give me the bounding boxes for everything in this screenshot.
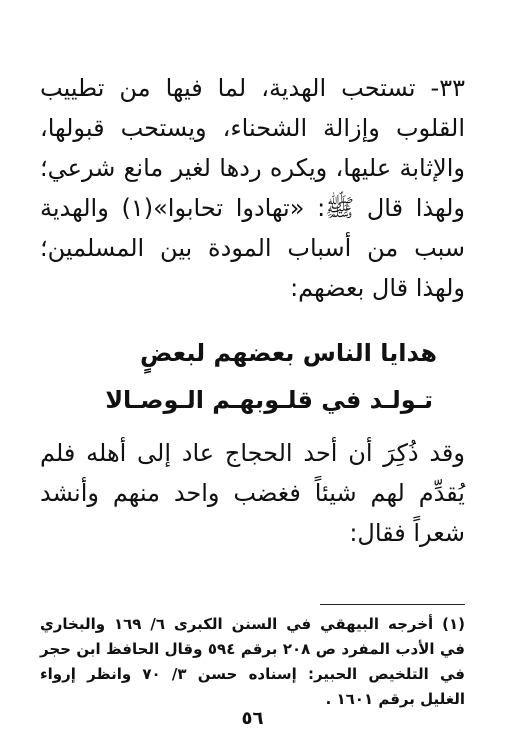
footnote-divider (320, 604, 465, 605)
footnotes-block (40, 612, 465, 712)
story-paragraph: وقد ذُكِرَ أن أحد الحجاج عاد إلى أهله فلم يُقدِّم لهم شيئاً فغضب واحد منهم وأنشد شعراً فقال: (40, 439, 465, 547)
footnote-1: (١) أخرجه البيهقي في السنن الكبرى ٦/ ١٦٩ والبخاري في الأدب المفرد ص ٢٠٨ برقم ٥٩٤ وقال الحافظ ابن حجر في التلخيص الحبير: إسناده حسن ٣/ ٧٠ وانظر إرواء الغليل برقم ١٦٠١ . (40, 615, 465, 708)
page-number: ٥٦ (241, 708, 264, 729)
hadith-paragraph: ٣٣- تستحب الهدية، لما فيها من تطييب القلوب وإزالة الشحناء، ويستحب قبولها، والإثابة عليها، ويكره ردها لغير مانع شرعي؛ ولهذا قال ﷺ: «تهادوا تحابوا»(١) والهدية سبب من أسباب المودة بين المسلمين؛ ولهذا قال بعضهم: (40, 74, 465, 302)
main-paragraph-block (40, 68, 465, 308)
poem-line-1: هدايا الناس بعضهم لبعضٍ (140, 339, 437, 367)
story-paragraph-block (40, 433, 465, 553)
poem-line-2: تـولـد في قلـوبهـم الـوصـالا (105, 386, 433, 414)
